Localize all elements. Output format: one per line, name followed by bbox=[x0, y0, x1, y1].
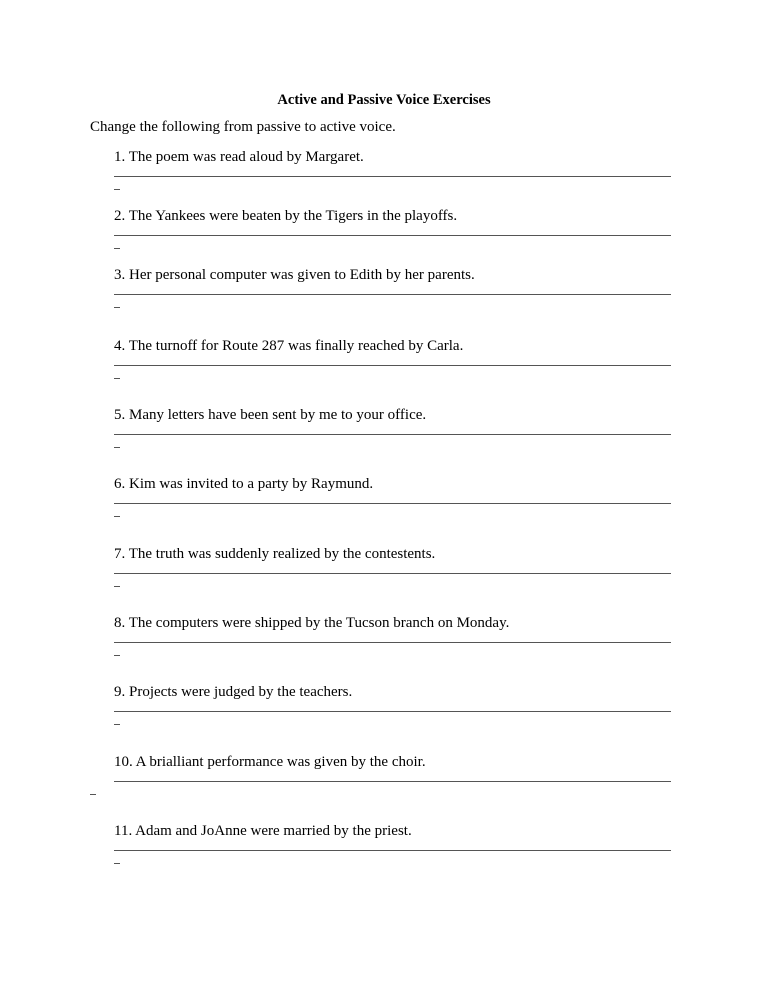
exercise-sentence: 3. Her personal computer was given to Edith by her parents. bbox=[114, 267, 475, 283]
answer-line-tail bbox=[114, 189, 120, 190]
exercise-item bbox=[114, 337, 672, 397]
exercise-item bbox=[114, 406, 672, 466]
exercise-sentence: 1. The poem was read aloud by Margaret. bbox=[114, 149, 364, 165]
answer-line[interactable] bbox=[114, 434, 671, 435]
exercise-sentence: 9. Projects were judged by the teachers. bbox=[114, 684, 353, 700]
exercise-item bbox=[114, 475, 672, 535]
answer-line[interactable] bbox=[114, 781, 671, 782]
answer-line-tail bbox=[114, 724, 120, 725]
answer-line-tail bbox=[114, 248, 120, 249]
answer-line-tail bbox=[114, 863, 120, 864]
answer-line[interactable] bbox=[114, 294, 671, 295]
answer-line-tail bbox=[114, 307, 120, 308]
answer-line-tail bbox=[114, 655, 120, 656]
answer-line-tail bbox=[114, 447, 120, 448]
exercise-sentence: 11. Adam and JoAnne were married by the priest. bbox=[114, 823, 412, 839]
exercise-item bbox=[114, 148, 672, 208]
exercise-sentence: 2. The Yankees were beaten by the Tigers in the playoffs. bbox=[114, 208, 458, 224]
answer-line[interactable] bbox=[114, 503, 671, 504]
answer-line[interactable] bbox=[114, 711, 671, 712]
exercise-sentence: 4. The turnoff for Route 287 was finally reached by Carla. bbox=[114, 338, 464, 354]
exercise-item bbox=[114, 545, 672, 605]
document-title: Active and Passive Voice Exercises bbox=[277, 92, 491, 108]
exercise-item bbox=[114, 266, 672, 326]
exercise-item bbox=[114, 614, 672, 674]
answer-line[interactable] bbox=[114, 235, 671, 236]
answer-line-tail bbox=[114, 516, 120, 517]
exercise-sentence: 5. Many letters have been sent by me to your office. bbox=[114, 407, 427, 423]
instruction-text: Change the following from passive to active voice. bbox=[90, 119, 396, 135]
exercise-item bbox=[114, 753, 672, 813]
answer-line[interactable] bbox=[114, 365, 671, 366]
answer-line[interactable] bbox=[114, 573, 671, 574]
answer-line-tail bbox=[114, 378, 120, 379]
exercise-sentence: 7. The truth was suddenly realized by the contestents. bbox=[114, 546, 436, 562]
answer-line-tail bbox=[114, 586, 120, 587]
answer-line[interactable] bbox=[114, 642, 671, 643]
exercise-sentence: 8. The computers were shipped by the Tucson branch on Monday. bbox=[114, 615, 510, 631]
answer-line-tail bbox=[90, 794, 96, 795]
exercise-sentence: 10. A brialliant performance was given by the choir. bbox=[114, 754, 426, 770]
answer-line[interactable] bbox=[114, 850, 671, 851]
exercise-sentence: 6. Kim was invited to a party by Raymund. bbox=[114, 476, 374, 492]
exercise-item bbox=[114, 683, 672, 743]
exercise-item bbox=[114, 822, 672, 882]
exercise-item bbox=[114, 207, 672, 267]
answer-line[interactable] bbox=[114, 176, 671, 177]
